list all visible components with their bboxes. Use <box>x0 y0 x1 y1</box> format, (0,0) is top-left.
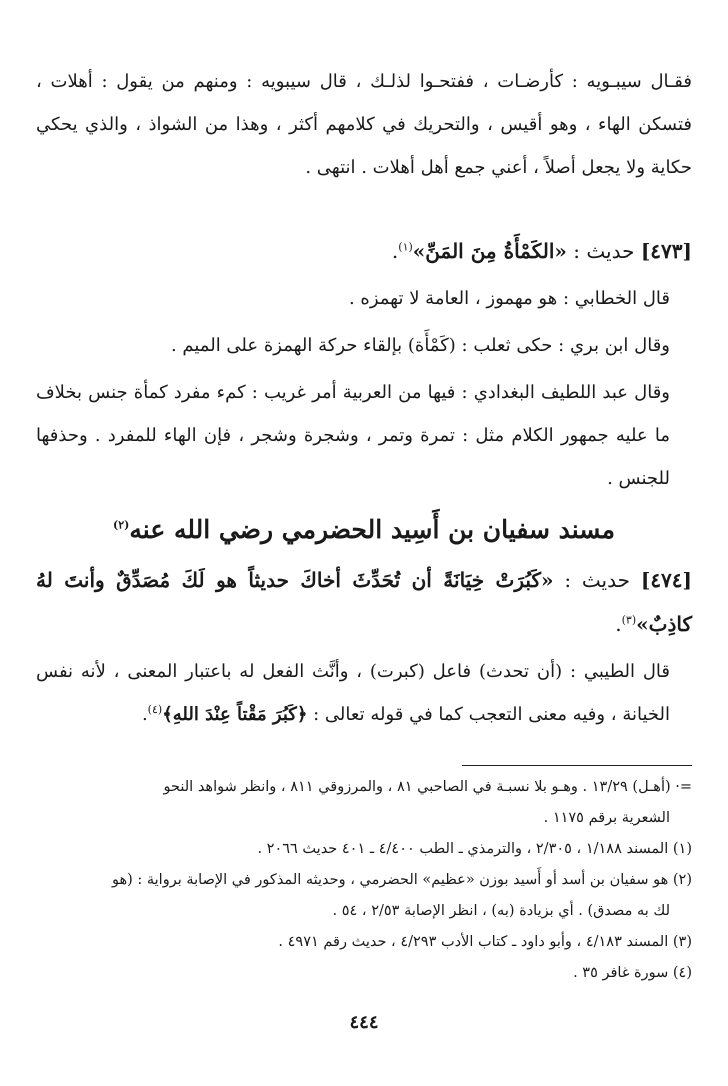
hadith-number: [٤٧٣] <box>640 239 692 263</box>
paragraph-ibn-barri: وقال ابن بري : حكى ثعلب : (كَمْأَة) بإلقاء حركة الهمزة على الميم . <box>170 335 670 356</box>
hadith-text: «كَبُرَتْ خِيَانَةً أن تُحَدِّثَ أخاكَ حديثاً هو لَكَ مُصَدِّقٌ وأنتَ لهُ كاذِبٌ» <box>36 568 692 636</box>
tibi-end: . <box>141 704 148 725</box>
hadith-number: [٤٧٤] <box>640 568 693 592</box>
footnote-ref: (٤) <box>147 703 163 716</box>
footnote-1: (١) المسند ١/١٨٨ ، ٢/٣٠٥ ، والترمذي ـ الطب ٤/٤٠٠ ـ ٤٠١ حديث ٢٠٦٦ . <box>257 841 692 857</box>
footnote-divider <box>462 765 692 766</box>
quran-quote: ﴿كَبُرَ مَقْتاً عِنْدَ اللهِ﴾ <box>162 704 308 725</box>
hadith-end: . <box>615 612 622 636</box>
hadith-474 <box>36 558 692 646</box>
footnote-continued: =· (أهـل) ١٣/٢٩ . وهـو بلا نسبـة في الصاحبي ٨١ ، والمرزوقي ٨١١ ، وانظر شواهد النحو <box>163 779 692 795</box>
footnote-ref: (٣) <box>621 613 637 627</box>
footnotes <box>36 772 692 989</box>
hadith-text: «الكَمْأَةُ مِنَ المَنِّ» <box>412 239 567 263</box>
hadith-473 <box>36 229 692 273</box>
footnote-2: (٢) هو سفيان بن أسد أو أَسيد بوزن «عظيم» الحضرمي ، وحديثه المذكور في الإصابة برواية : (هو <box>111 872 692 888</box>
paragraph-tibi <box>36 650 692 736</box>
hadith-label: حديث : <box>573 239 635 263</box>
main-text <box>36 60 692 736</box>
footnote-3: (٣) المسند ٤/١٨٣ ، وأبو داود ـ كتاب الأدب ٤/٢٩٣ ، حديث رقم ٤٩٧١ . <box>278 934 692 950</box>
footnote-2-line2: لك به مصدق) . أي بزيادة (به) ، انظر الإصابة ٢/٥٣ ، ٥٤ . <box>332 903 670 919</box>
footnote-ref: (١) <box>398 240 413 254</box>
page-number: ٤٤٤ <box>349 1012 379 1033</box>
footnote-4: (٤) سورة غافر ٣٥ . <box>573 965 692 981</box>
footnote-continued-line2: الشعرية برقم ١١٧٥ . <box>543 810 670 826</box>
paragraph-sibawayh: فقـال سيبـويه : كأرضـات ، ففتحـوا لذلـك ، قال سيبويه : ومنهم من يقول : أهلات ، فتسكن الهاء ، وهو أقيس ، والتحريك في كلامهم أكثر ، وهذا من الشواذ ، والذي يحكي حكاية ولا يجعل أصلاً ، أعني جمع أهل أهلات . انتهى . <box>36 71 692 178</box>
paragraph-baghdadi: وقال عبد اللطيف البغدادي : فيها من العربية أمر غريب : كمء مفرد كمأة جنس بخلاف ما عليه جمهور الكلام مثل : تمرة وتمر ، وشجرة وشجر ، فإن الهاء للمفرد . وحذفها للجنس . <box>36 382 670 489</box>
hadith-end: . <box>391 239 399 263</box>
heading-text: مسند سفيان بن أَسِيد الحضرمي رضي الله عنه <box>129 515 615 544</box>
section-heading <box>36 510 692 550</box>
footnote-ref: (٢) <box>113 518 130 532</box>
tibi-text: قال الطيبي : (أن تحدث) فاعل (كبرت) ، وأنَّث الفعل له باعتبار المعنى ، لأنه نفس الخيانة ، وفيه معنى التعجب كما في قوله تعالى : <box>36 661 671 725</box>
paragraph-khattabi: قال الخطابي : هو مهموز ، العامة لا تهمزه . <box>348 288 670 309</box>
hadith-label: حديث : <box>564 568 630 592</box>
